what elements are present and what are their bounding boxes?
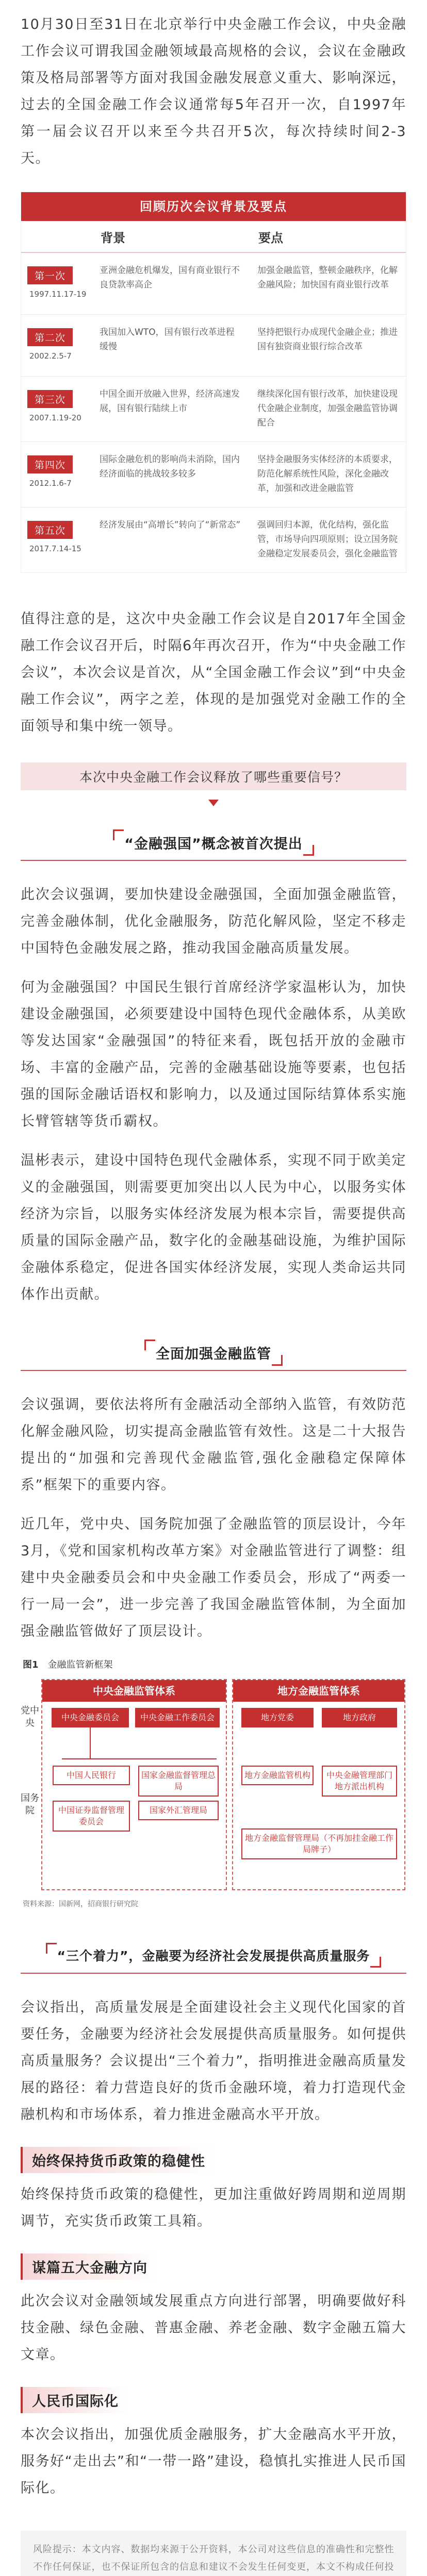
- table-row: [21, 442, 406, 507]
- session-background: 国际金融危机的影响尚未消除，国内经济面临的挑战较多较多: [100, 454, 240, 479]
- question-banner: 本次中央金融工作会议释放了哪些重要信号？: [21, 762, 406, 790]
- session-badge: 第四次: [27, 455, 73, 473]
- box-safe: 国家外汇管理局: [138, 1801, 219, 1820]
- box-central-committee: 中央金融委员会: [52, 1708, 129, 1727]
- session-badge: 第三次: [27, 390, 73, 408]
- figure-source: 资料来源：国新网，招商银行研究院: [23, 1900, 138, 1908]
- session-background: 我国加入WTO，国有银行改革进程缓慢: [100, 327, 235, 352]
- paragraph: 会议指出，高质量发展是全面建设社会主义现代化国家的首要任务，金融要为经济社会发展提供高质量服务。如何提供高质量服务？会议提出“三个着力”，指明推进金融高质量发展的路径：着力营造良好的货币金融环境，着力打造现代金融机构和市场体系，着力推进金融高水平开放。: [21, 1999, 406, 2123]
- session-badge: 第五次: [27, 521, 73, 539]
- session-background: 亚洲金融危机爆发，国有商业银行不良贷款率高企: [100, 265, 240, 290]
- paragraph: 本次会议指出，加强优质金融服务，扩大金融高水平开放，服务好“走出去”和“一带一路”建设，稳慎扎实推进人民币国际化。: [21, 2427, 406, 2496]
- section-heading-text: “金融强国”概念被首次提出: [113, 829, 314, 856]
- section-heading-three-focus: [0, 1940, 427, 1971]
- table-row: [21, 315, 406, 377]
- session-points: 加强金融监管，整顿金融秩序，化解金融风险；加快国有商业银行改革: [257, 265, 398, 290]
- paragraph: 近几年，党中央、国务院加强了金融监管的顶层设计，今年3月，《党和国家机构改革方案》对金融监管进行了调整：组建中央金融委员会和中央金融工作委员会，形成了“两委一行一局一会”，进一步完善了我国金融监管体制，为全面加强金融监管做好了顶层设计。: [21, 1516, 406, 1639]
- connector: [90, 1725, 91, 1758]
- side-label-party: 党中央: [21, 1705, 39, 1728]
- box-local-fin: 地方金融监管机构: [241, 1766, 314, 1785]
- history-table-header: [21, 221, 406, 253]
- intro-paragraph: 10月30日至31日在北京举行中央金融工作会议，中央金融工作会议可谓我国金融领域最高规格的会议，会议在金融政策及格局部署等方面对我国金融发展意义重大、影响深远，过去的全国金融工作会议通常每5年召开一次，自1997年第一届会议召开以来至今共召开5次，每次持续时间2-3天。: [21, 16, 406, 166]
- box-local-branch: 中央金融管理部门地方派出机构: [322, 1766, 397, 1797]
- session-date: 2012.1.6-7: [29, 479, 72, 488]
- box-local-note: 地方金融监督管理局（不再加挂金融工作局牌子）: [241, 1828, 397, 1859]
- figure-title: 金融监管新框架: [47, 1659, 113, 1670]
- paragraph: 何为金融强国？中国民生银行首席经济学家温彬认为，加快建设金融强国，必须要建设中国特色现代金融体系，从美欧等发达国家“金融强国”的特征来看，既包括开放的金融市场、丰富的金融产品，完善的金融基础设施等要素，也包括强的国际金融话语权和影响力，以及通过国际结算体系实施长臂管辖等货币霸权。: [21, 979, 406, 1129]
- paragraph: 会议强调，要依法将所有金融活动全部纳入监管，有效防范化解金融风险，切实提高金融监管有效性。这是二十大报告提出的“加强和完善现代金融监管,强化金融稳定保障体系”框架下的重要内容。: [21, 1397, 406, 1493]
- side-label-council: 国务院: [21, 1793, 39, 1816]
- figure-caption: [21, 1657, 406, 1671]
- paragraph-central-meeting: 值得注意的是，这次中央金融工作会议是自2017年全国金融工作会议召开后，时隔6年再次召开，作为“中央金融工作会议”，本次会议是首次，从“全国金融工作会议”到“中央金融工作会议”，两字之差，体现的是加强党对金融工作的全面领导和集中统一领导。: [21, 611, 406, 734]
- subheading-rmb-internationalization: 人民币国际化: [21, 2387, 128, 2413]
- session-points: 坚持金融服务实体经济的本质要求，防范化解系统性风险，深化金融改革，加强和改进金融监管: [257, 454, 398, 494]
- org-chart: [21, 1679, 406, 1895]
- subheading-monetary-policy: 始终保持货币政策的稳健性: [21, 2147, 215, 2173]
- box-nfra: 国家金融监督管理总局: [138, 1766, 219, 1797]
- figure-label: 图1: [23, 1659, 39, 1670]
- box-work-committee: 中央金融工作委员会: [135, 1708, 220, 1727]
- box-local-party: 地方党委: [241, 1708, 314, 1727]
- box-pboc: 中国人民银行: [53, 1766, 130, 1785]
- header-col-background: 背景: [101, 230, 125, 245]
- history-table: [21, 192, 406, 573]
- paragraph: 此次会议对金融领域发展重点方向进行部署，明确要做好科技金融、绿色金融、普惠金融、养老金融、数字金融五篇大文章。: [21, 2293, 406, 2363]
- session-date: 2007.1.19-20: [29, 413, 81, 422]
- session-badge: 第一次: [27, 266, 73, 284]
- table-row: [21, 507, 406, 572]
- table-row: [21, 253, 406, 315]
- connector: [62, 1758, 217, 1759]
- section-heading-text: 全面加强金融监管: [144, 1340, 283, 1366]
- session-badge: 第二次: [27, 328, 73, 346]
- paragraph: 此次会议强调，要加快建设金融强国，全面加强金融监管，完善金融体制，优化金融服务，防范化解风险，坚定不移走中国特色金融发展之路，推动我国金融高质量发展。: [21, 887, 406, 956]
- session-background: 中国全面开放融入世界，经济高速发展，国有银行陆续上市: [100, 389, 240, 414]
- central-system-title: 中央金融监管体系: [42, 1680, 226, 1702]
- chevron-down-icon: [208, 800, 219, 806]
- box-csrc: 中国证券监督管理委员会: [53, 1801, 130, 1832]
- risk-disclaimer: 风险提示：本文内容、数据均来源于公开资料，本公司对这些信息的准确性和完整性不作任何保证，也不保证所包含的信息和建议不会发生任何变更，本文不构成任何投: [21, 2531, 406, 2576]
- section-heading-financial-power: [0, 827, 427, 858]
- session-date: 1997.11.17-19: [29, 290, 87, 299]
- subheading-five-directions: 谋篇五大金融方向: [21, 2253, 157, 2280]
- section-heading-regulation: [0, 1337, 427, 1368]
- session-points: 坚持把银行办成现代金融企业；推进国有独资商业银行综合改革: [257, 327, 398, 352]
- session-points: 强调回归本源，优化结构，强化监管，市场导向四项原则；设立国务院金融稳定发展委员会，强化金融监管: [257, 520, 398, 559]
- paragraph: 温彬表示，建设中国特色现代金融体系，实现不同于欧美定义的金融强国，则需要更加突出以人民为中心，以服务实体经济为宗旨，以服务实体经济发展为根本宗旨，需要提供高质量的国际金融产品，数字化的金融基础设施，为维护国际金融体系稳定，促进各国实体经济发展，实现人类命运共同体作出贡献。: [21, 1153, 406, 1302]
- box-local-gov: 地方政府: [322, 1708, 397, 1727]
- local-system-title: 地方金融监管体系: [233, 1680, 404, 1702]
- session-background: 经济发展由“高增长”转向了“新常态”: [100, 520, 241, 530]
- session-points: 继续深化国有银行改革，加快建设现代金融企业制度，加强金融监管协调配合: [257, 389, 398, 428]
- history-table-title: 回顾历次会议背景及要点: [21, 192, 406, 221]
- regulation-framework-figure: [21, 1657, 406, 1909]
- paragraph: 始终保持货币政策的稳健性，更加注重做好跨周期和逆周期调节，充实货币政策工具箱。: [21, 2187, 406, 2229]
- session-date: 2017.7.14-15: [29, 544, 81, 553]
- section-heading-text: “三个着力”，金融要为经济社会发展提供高质量服务: [46, 1943, 382, 1968]
- header-col-points: 要点: [258, 230, 283, 245]
- session-date: 2002.2.5-7: [29, 351, 72, 361]
- table-row: [21, 377, 406, 442]
